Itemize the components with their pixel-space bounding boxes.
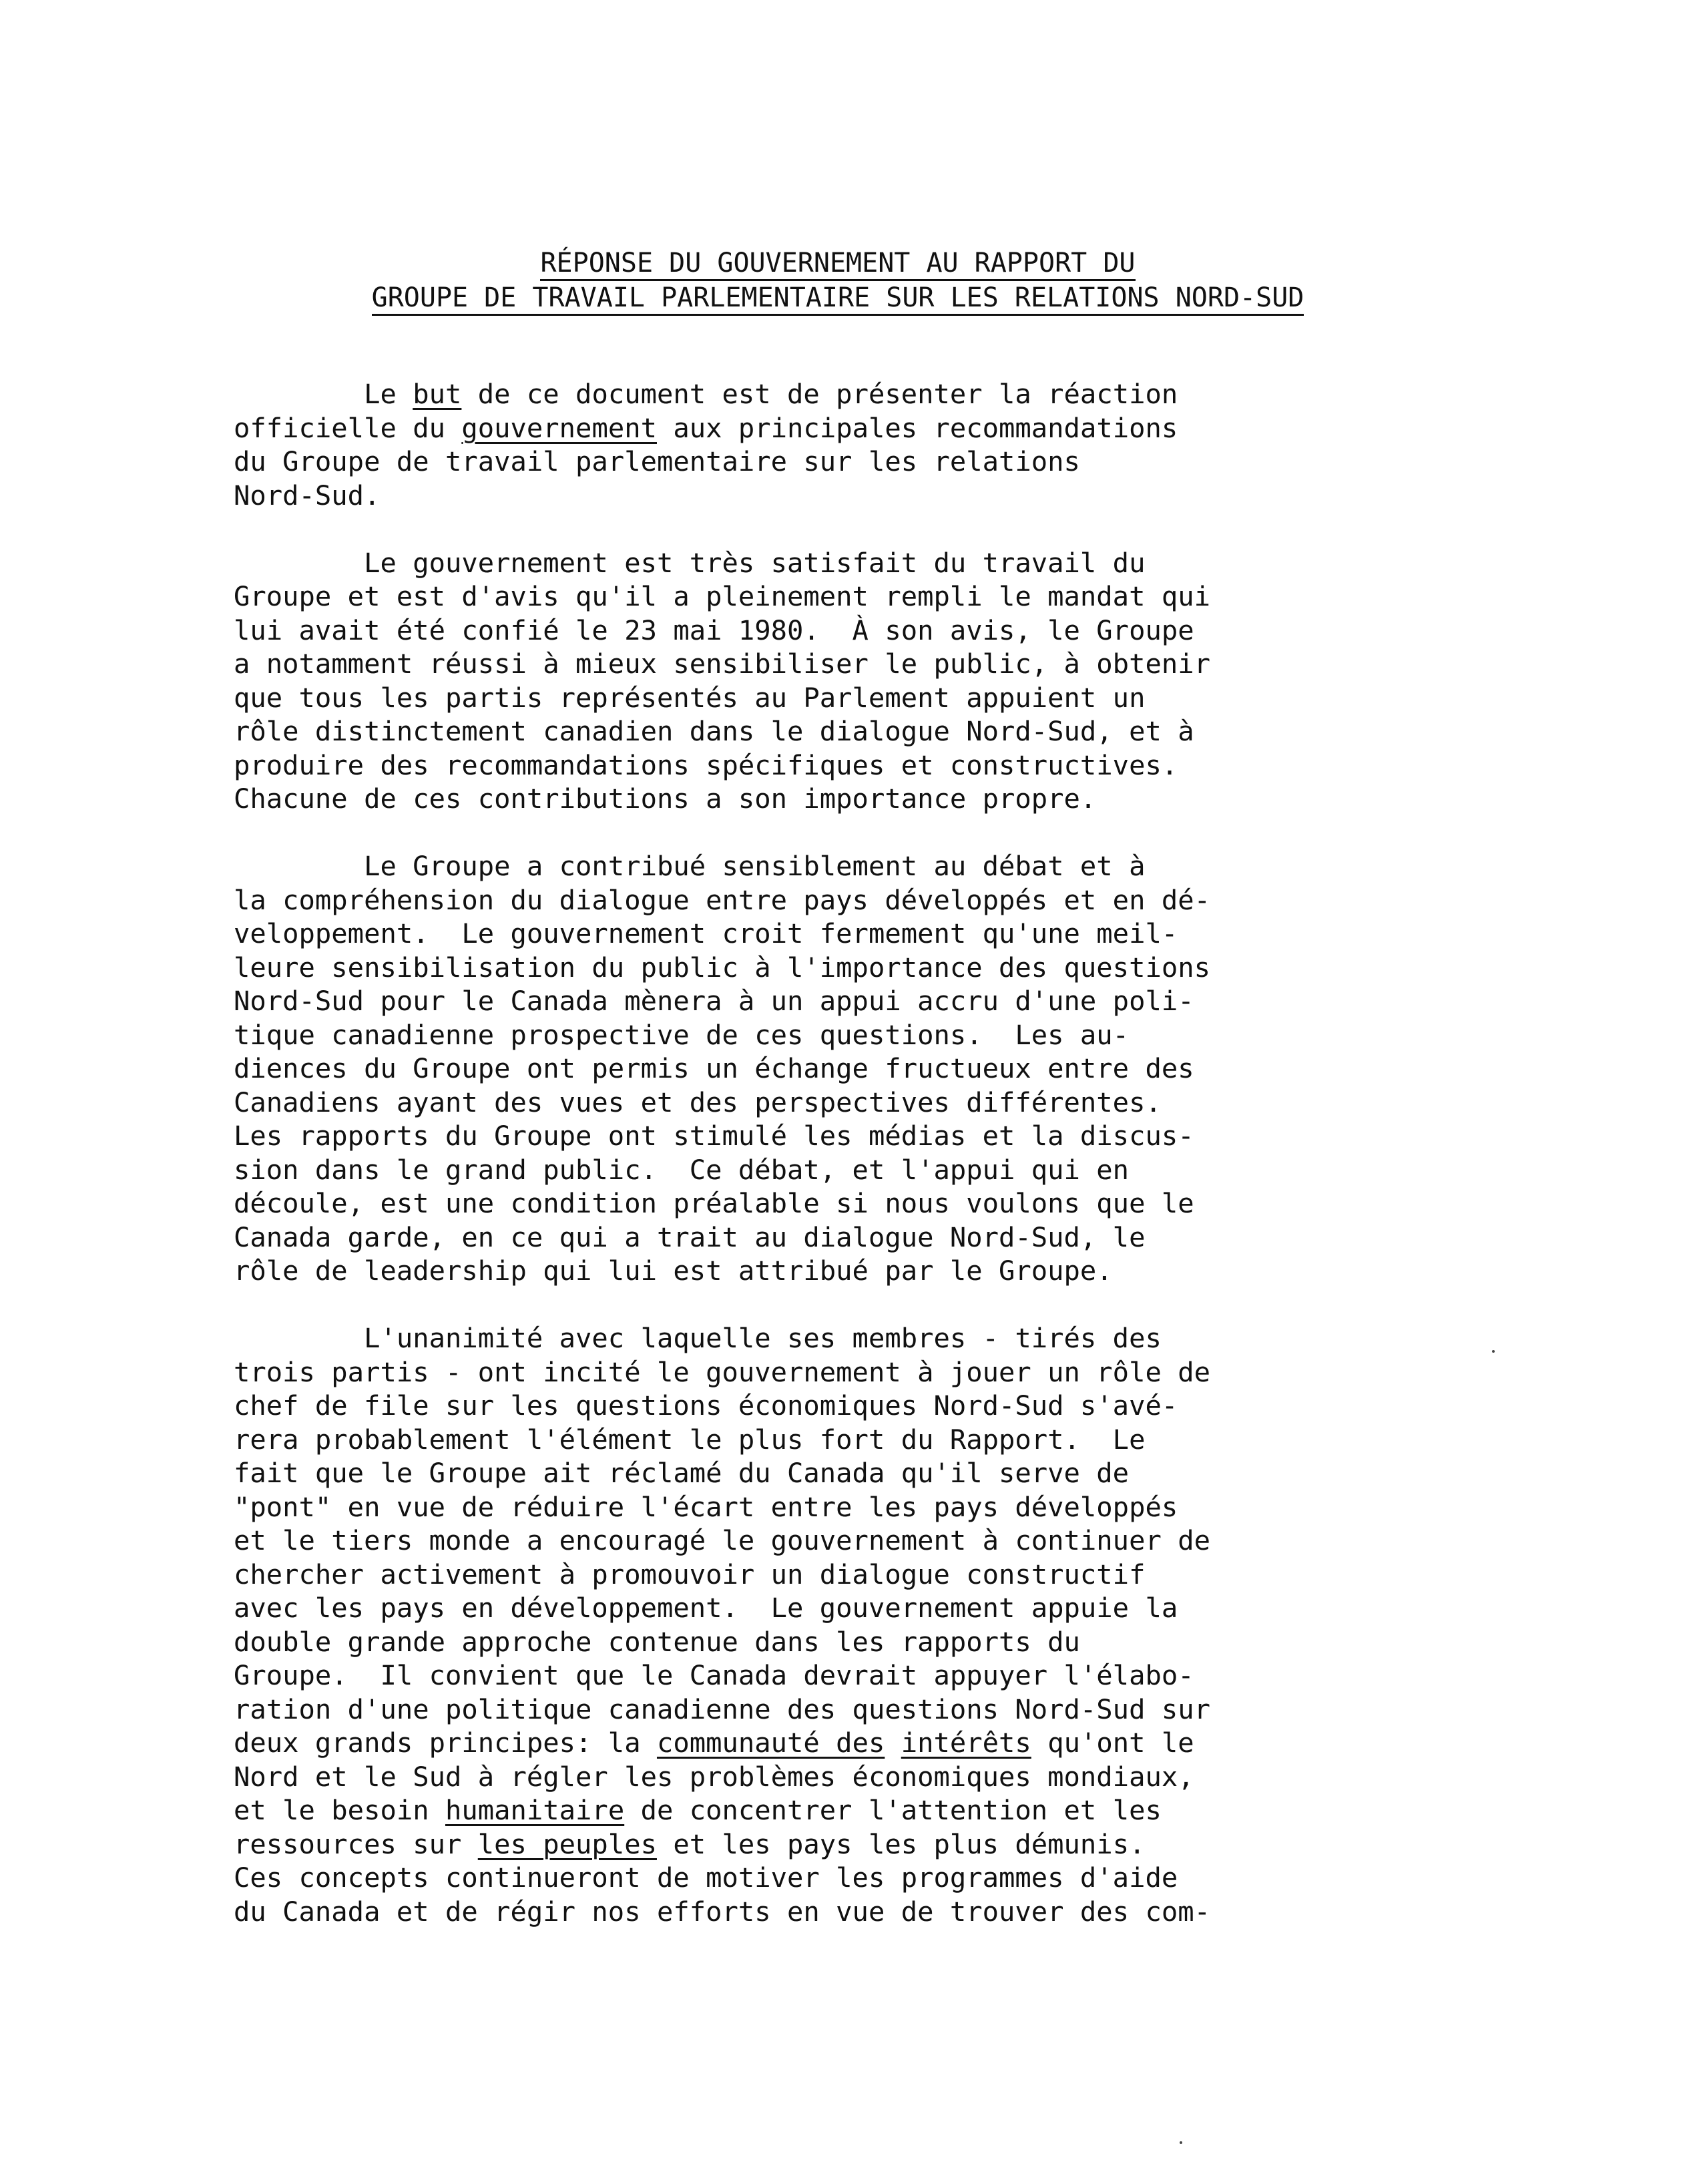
paragraph-2 xyxy=(234,546,1455,816)
document-title xyxy=(247,246,1429,315)
text-line: sion dans le grand public. Ce débat, et l'appui qui en xyxy=(234,1153,1130,1186)
text-line: Canada garde, en ce qui a trait au dialogue Nord-Sud, le xyxy=(234,1221,1146,1253)
text-line: du Canada et de régir nos efforts en vue de trouver des com- xyxy=(234,1895,1210,1928)
text-line: tique canadienne prospective de ces questions. Les au- xyxy=(234,1018,1130,1051)
text-line: leure sensibilisation du public à l'importance des questions xyxy=(234,951,1210,984)
text-line: Nord et le Sud à régler les problèmes économiques mondiaux, xyxy=(234,1760,1194,1793)
text-line: Chacune de ces contributions a son importance propre. xyxy=(234,783,1097,815)
text-line: avec les pays en développement. Le gouvernement appuie la xyxy=(234,1592,1178,1624)
text-line: Groupe et est d'avis qu'il a pleinement rempli le mandat qui xyxy=(234,580,1210,612)
text-line: diences du Groupe ont permis un échange fructueux entre des xyxy=(234,1052,1194,1084)
text-line: "pont" en vue de réduire l'écart entre les pays développés xyxy=(234,1490,1178,1523)
text-line: Ces concepts continueront de motiver les programmes d'aide xyxy=(234,1862,1178,1894)
text-line: Groupe. Il convient que le Canada devrait appuyer l'élabo- xyxy=(234,1659,1194,1691)
text-line: découle, est une condition préalable si nous voulons que le xyxy=(234,1187,1194,1219)
text-line: chercher activement à promouvoir un dialogue constructif xyxy=(234,1558,1146,1590)
text-line: rôle distinctement canadien dans le dialogue Nord-Sud, et à xyxy=(234,715,1194,747)
text-line: produire des recommandations spécifiques et constructives. xyxy=(234,748,1178,781)
text-line: ration d'une politique canadienne des questions Nord-Sud sur xyxy=(234,1693,1210,1725)
text-line: officielle du gouvernement aux principales recommandations xyxy=(234,411,1178,444)
text-line: trois partis - ont incité le gouvernement à jouer un rôle de xyxy=(234,1355,1210,1388)
title-line-2: GROUPE DE TRAVAIL PARLEMENTAIRE SUR LES RELATIONS NORD-SUD xyxy=(372,282,1304,316)
paragraph-4 xyxy=(234,1321,1455,1928)
text-line: Le gouvernement est très satisfait du travail du xyxy=(234,546,1146,579)
document-body xyxy=(234,377,1455,1928)
text-line: Canadiens ayant des vues et des perspectives différentes. xyxy=(234,1086,1162,1118)
text-line: L'unanimité avec laquelle ses membres - tirés des xyxy=(234,1322,1162,1354)
text-line: la compréhension du dialogue entre pays développés et en dé- xyxy=(234,883,1210,916)
text-line: a notamment réussi à mieux sensibiliser le public, à obtenir xyxy=(234,648,1210,680)
text-line: et le tiers monde a encouragé le gouvernement à continuer de xyxy=(234,1524,1210,1556)
text-line: double grande approche contenue dans les rapports du xyxy=(234,1625,1080,1658)
text-line: fait que le Groupe ait réclamé du Canada qu'il serve de xyxy=(234,1457,1130,1489)
text-line: Nord-Sud pour le Canada mènera à un appui accru d'une poli- xyxy=(234,985,1194,1017)
text-line: Le Groupe a contribué sensiblement au débat et à xyxy=(234,850,1146,882)
text-line: Les rapports du Groupe ont stimulé les médias et la discus- xyxy=(234,1120,1194,1152)
text-line: rôle de leadership qui lui est attribué par le Groupe. xyxy=(234,1255,1113,1287)
text-line: rera probablement l'élément le plus fort du Rapport. Le xyxy=(234,1423,1146,1456)
text-line: Nord-Sud. xyxy=(234,479,381,511)
text-line: deux grands principes: la communauté des intérêts qu'ont le xyxy=(234,1727,1194,1759)
title-line-1: RÉPONSE DU GOUVERNEMENT AU RAPPORT DU xyxy=(540,248,1135,281)
text-line: du Groupe de travail parlementaire sur les relations xyxy=(234,445,1080,477)
paragraph-1 xyxy=(234,377,1455,512)
paragraph-3 xyxy=(234,849,1455,1288)
scan-speck xyxy=(1180,2141,1182,2144)
text-line: veloppement. Le gouvernement croit fermement qu'une meil- xyxy=(234,917,1178,949)
scan-speck xyxy=(1492,1350,1495,1353)
text-line: lui avait été confié le 23 mai 1980. À son avis, le Groupe xyxy=(234,614,1194,646)
text-line: chef de file sur les questions économiques Nord-Sud s'avé- xyxy=(234,1389,1178,1422)
text-line: ressources sur les peuples et les pays les plus démunis. xyxy=(234,1827,1146,1860)
text-line: Le but de ce document est de présenter la réaction xyxy=(234,378,1178,410)
text-line: et le besoin humanitaire de concentrer l'attention et les xyxy=(234,1794,1162,1826)
text-line: que tous les partis représentés au Parlement appuient un xyxy=(234,681,1146,714)
